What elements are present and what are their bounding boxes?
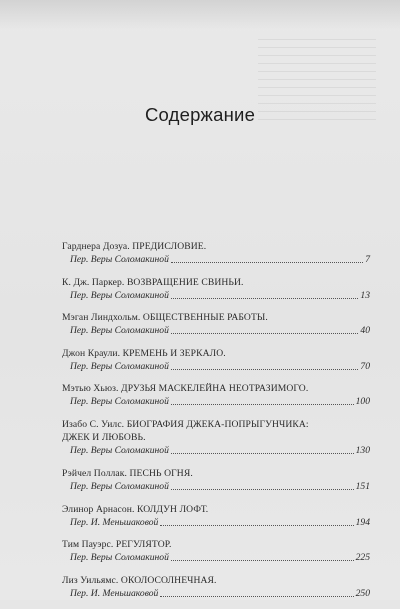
entry-author: Изабо С. Уилс.	[62, 418, 125, 430]
entry-author: Мэтью Хьюз.	[62, 383, 119, 395]
entry-title	[62, 382, 370, 395]
entry-page-number: 13	[360, 289, 370, 301]
entry-page-number: 250	[355, 587, 370, 599]
entry-translator: Пер. И. Меньшаковой	[70, 587, 159, 599]
entry-work-title: ПЕСНЬ ОГНЯ.	[129, 467, 193, 479]
entry-title	[62, 276, 370, 289]
previous-page-shadow	[0, 0, 400, 30]
toc-entry	[62, 240, 370, 276]
dot-leader	[171, 404, 354, 405]
translator-line	[62, 324, 370, 337]
entry-title-continuation: ДЖЕК И ЛЮБОВЬ.	[62, 431, 146, 443]
entry-title	[62, 574, 370, 587]
page-title: Содержание	[144, 104, 256, 125]
translator-line	[62, 395, 370, 408]
entry-page-number: 70	[360, 360, 370, 372]
entry-title	[62, 311, 370, 324]
entry-page-number: 225	[355, 552, 370, 564]
entry-page-number: 40	[360, 325, 370, 337]
entry-author: К. Дж. Паркер.	[62, 276, 125, 288]
entry-author: Мэган Линдхольм.	[62, 312, 141, 324]
entry-work-title: КОЛДУН ЛОФТ.	[136, 503, 209, 515]
entry-translator: Пер. Веры Соломакиной	[70, 444, 169, 456]
dot-leader	[160, 525, 353, 526]
toc-entry	[62, 311, 370, 347]
toc-entry	[62, 418, 370, 467]
translator-line	[62, 360, 370, 373]
dot-leader	[171, 489, 354, 490]
entry-translator: Пер. Веры Соломакиной	[70, 552, 169, 564]
entry-author: Элинор Арнасон.	[62, 503, 135, 515]
dot-leader	[171, 560, 354, 561]
toc-entry	[62, 347, 370, 383]
toc-entry	[62, 503, 370, 539]
toc-entry	[62, 382, 370, 418]
dot-leader	[171, 298, 359, 299]
entry-author: Гарднера Дозуа.	[62, 241, 130, 252]
entry-work-title: КРЕМЕНЬ И ЗЕРКАЛО.	[122, 347, 226, 359]
entry-title	[62, 347, 370, 360]
entry-translator: Пер. Веры Соломакиной	[70, 396, 169, 408]
entry-translator: Пер. Веры Соломакиной	[70, 254, 169, 265]
toc-entry	[62, 467, 370, 503]
entry-work-title: БИОГРАФИЯ ДЖЕКА-ПОПРЫГУНЧИКА:	[126, 418, 309, 430]
entry-author: Лиз Уильямс.	[62, 574, 119, 586]
dot-leader	[171, 333, 359, 334]
toc-entry	[62, 574, 370, 609]
entry-work-title: ВОЗВРАЩЕНИЕ СВИНЬИ.	[126, 276, 244, 288]
toc-entry	[62, 276, 370, 312]
entry-title	[62, 538, 370, 551]
translator-line	[62, 253, 370, 266]
entry-page-number: 194	[355, 516, 370, 528]
entry-author: Тим Пауэрс.	[62, 539, 114, 551]
toc-entry	[62, 538, 370, 574]
entry-translator: Пер. Веры Соломакиной	[70, 480, 169, 492]
entry-work-title: ОБЩЕСТВЕННЫЕ РАБОТЫ.	[142, 312, 268, 324]
entry-translator: Пер. Веры Соломакиной	[70, 325, 169, 337]
entry-page-number: 151	[355, 480, 370, 492]
translator-line	[62, 516, 370, 529]
dot-leader	[171, 262, 363, 263]
entry-work-title: ПРЕДИСЛОВИЕ.	[132, 241, 207, 252]
entry-title	[62, 467, 370, 480]
entry-translator: Пер. Веры Соломакиной	[70, 289, 169, 301]
entry-translator: Пер. И. Меньшаковой	[70, 516, 159, 528]
dot-leader	[160, 596, 353, 597]
entry-author: Джон Краули.	[62, 347, 121, 359]
translator-line	[62, 587, 370, 600]
dot-leader	[171, 369, 359, 370]
entry-title	[62, 418, 370, 431]
dot-leader	[171, 453, 354, 454]
entry-author: Рэйчел Поллак.	[62, 467, 127, 479]
entry-translator: Пер. Веры Соломакиной	[70, 360, 169, 372]
entry-page-number: 100	[355, 396, 370, 408]
translator-line	[62, 289, 370, 302]
translator-line	[62, 444, 370, 457]
entry-page-number: 7	[365, 254, 370, 265]
translator-line	[62, 480, 370, 493]
table-of-contents	[62, 240, 370, 609]
entry-title	[62, 503, 370, 516]
entry-work-title: ДРУЗЬЯ МАСКЕЛЕЙНА НЕОТРАЗИМОГО.	[121, 383, 309, 395]
translator-line	[62, 551, 370, 564]
entry-title	[62, 240, 370, 253]
entry-work-title: РЕГУЛЯТОР.	[115, 539, 172, 551]
entry-work-title: ОКОЛОСОЛНЕЧНАЯ.	[120, 574, 217, 586]
entry-page-number: 130	[355, 444, 370, 456]
